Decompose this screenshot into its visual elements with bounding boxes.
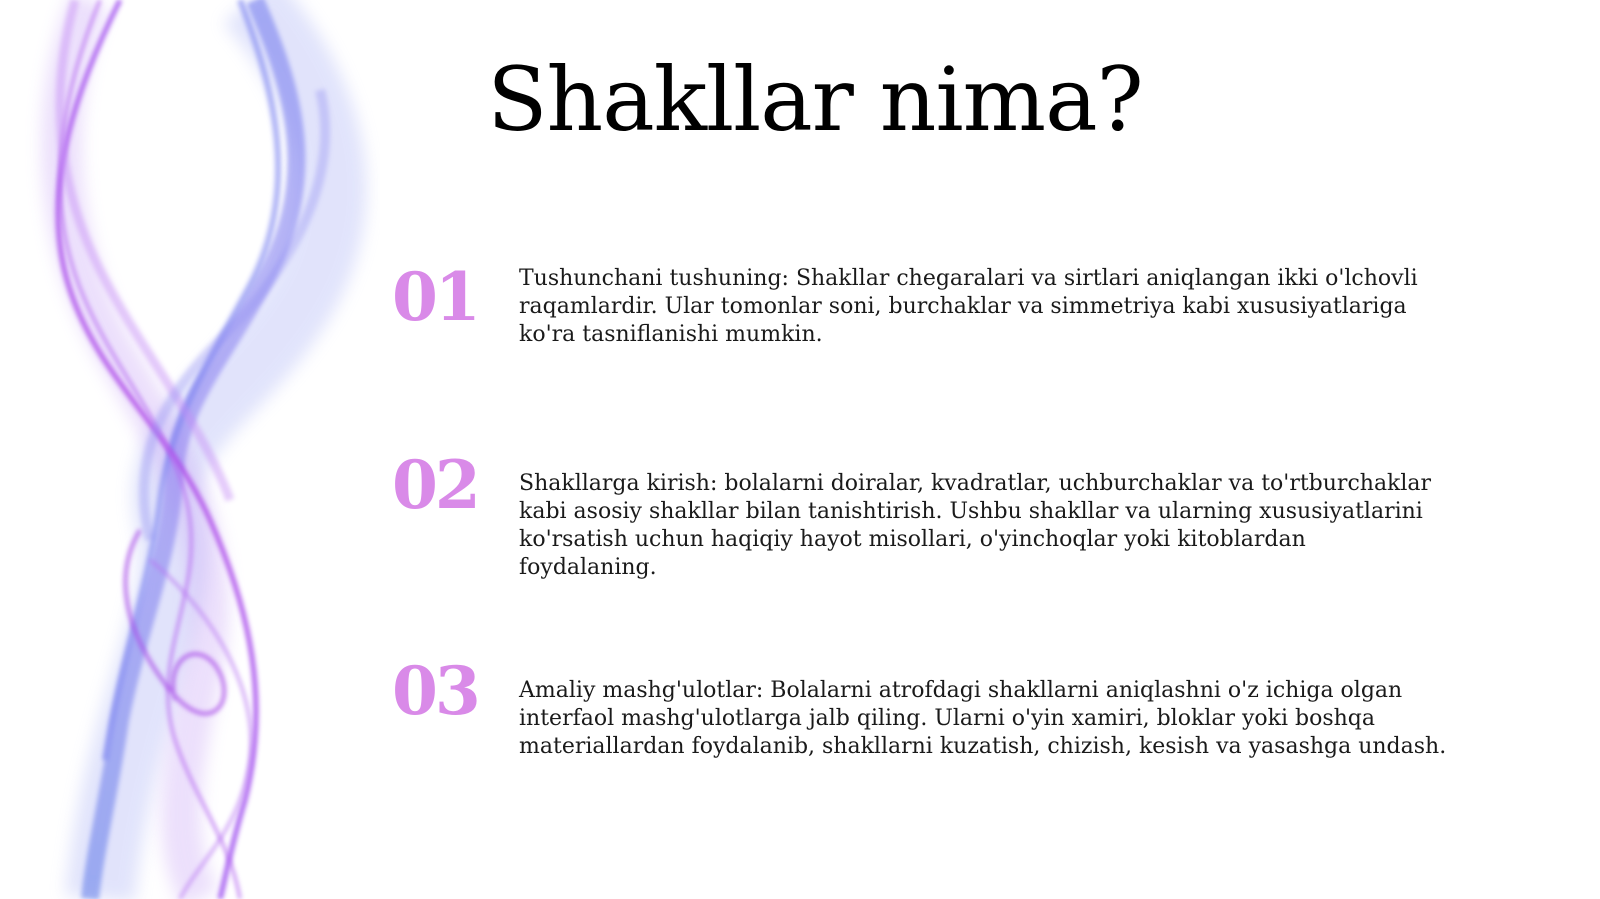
item-number: 03 — [392, 652, 478, 730]
item-text: Tushunchani tushuning: Shakllar chegaralari va sirtlari aniqlangan ikki o'lchovli raqamlardir. Ular tomonlar soni, burchaklar va simmetriya kabi xususiyatlariga ko'ra tasniflanishi mumkin. — [519, 266, 1418, 347]
item-text: Amaliy mashg'ulotlar: Bolalarni atrofdagi shakllarni aniqlashni o'z ichiga olgan interfaol mashg'ulotlarga jalb qiling. Ularni o'yin xamiri, bloklar yoki boshqa materiallardan foydalanib, shakllarni kuzatish, chizish, kesish va yasashga undash. — [519, 678, 1447, 759]
item-text: Shakllarga kirish: bolalarni doiralar, kvadratlar, uchburchaklar va to'rtburchaklar kabi asosiy shakllar bilan tanishtirish. Ushbu shakllar va ularning xususiyatlarini ko'rsatish uchun haqiqiy hayot misollari, o'yinchoqlar yoki kitoblardan foydalaning. — [519, 471, 1432, 580]
item-number: 02 — [392, 446, 478, 524]
slide-title: Shakllar nima? — [487, 48, 1143, 151]
item-number: 01 — [392, 258, 478, 336]
